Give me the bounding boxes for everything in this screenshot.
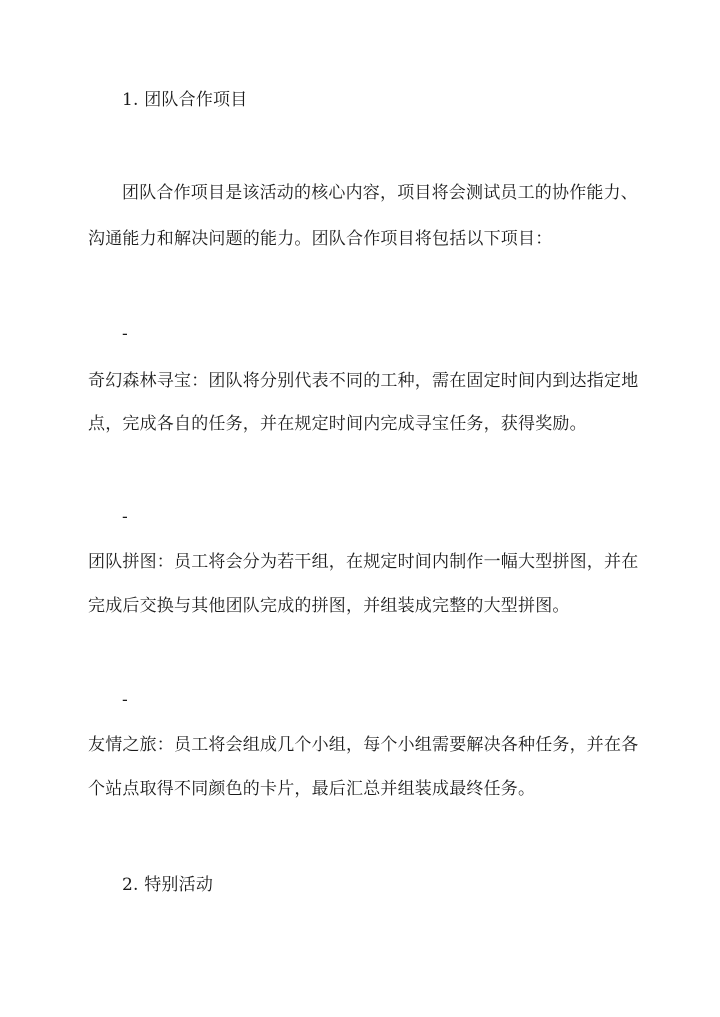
list-item-2-line-2: 完成后交换与其他团队完成的拼图，并组装成完整的大型拼图。 xyxy=(88,596,570,616)
list-item-2-line-1: 团队拼图：员工将会分为若干组，在规定时间内制作一幅大型拼图，并在 xyxy=(88,552,639,572)
list-item-2-bullet: - xyxy=(122,507,128,527)
section-2-heading: 2. 特别活动 xyxy=(122,875,214,895)
list-item-3-line-1: 友情之旅：员工将会组成几个小组，每个小组需要解决各种任务，并在各 xyxy=(88,735,639,755)
list-item-1-line-2: 点，完成各自的任务，并在规定时间内完成寻宝任务，获得奖励。 xyxy=(88,414,587,434)
list-item-1-bullet: - xyxy=(122,324,128,344)
section-1-heading: 1. 团队合作项目 xyxy=(122,90,248,110)
list-item-3-line-2: 个站点取得不同颜色的卡片，最后汇总并组装成最终任务。 xyxy=(88,779,536,799)
section-1-intro-line-2: 沟通能力和解决问题的能力。团队合作项目将包括以下项目： xyxy=(88,229,553,249)
list-item-1-line-1: 奇幻森林寻宝：团队将分别代表不同的工种，需在固定时间内到达指定地 xyxy=(88,371,639,391)
section-1-intro-line-1: 团队合作项目是该活动的核心内容，项目将会测试员工的协作能力、 xyxy=(122,183,638,203)
list-item-3-bullet: - xyxy=(122,690,128,710)
